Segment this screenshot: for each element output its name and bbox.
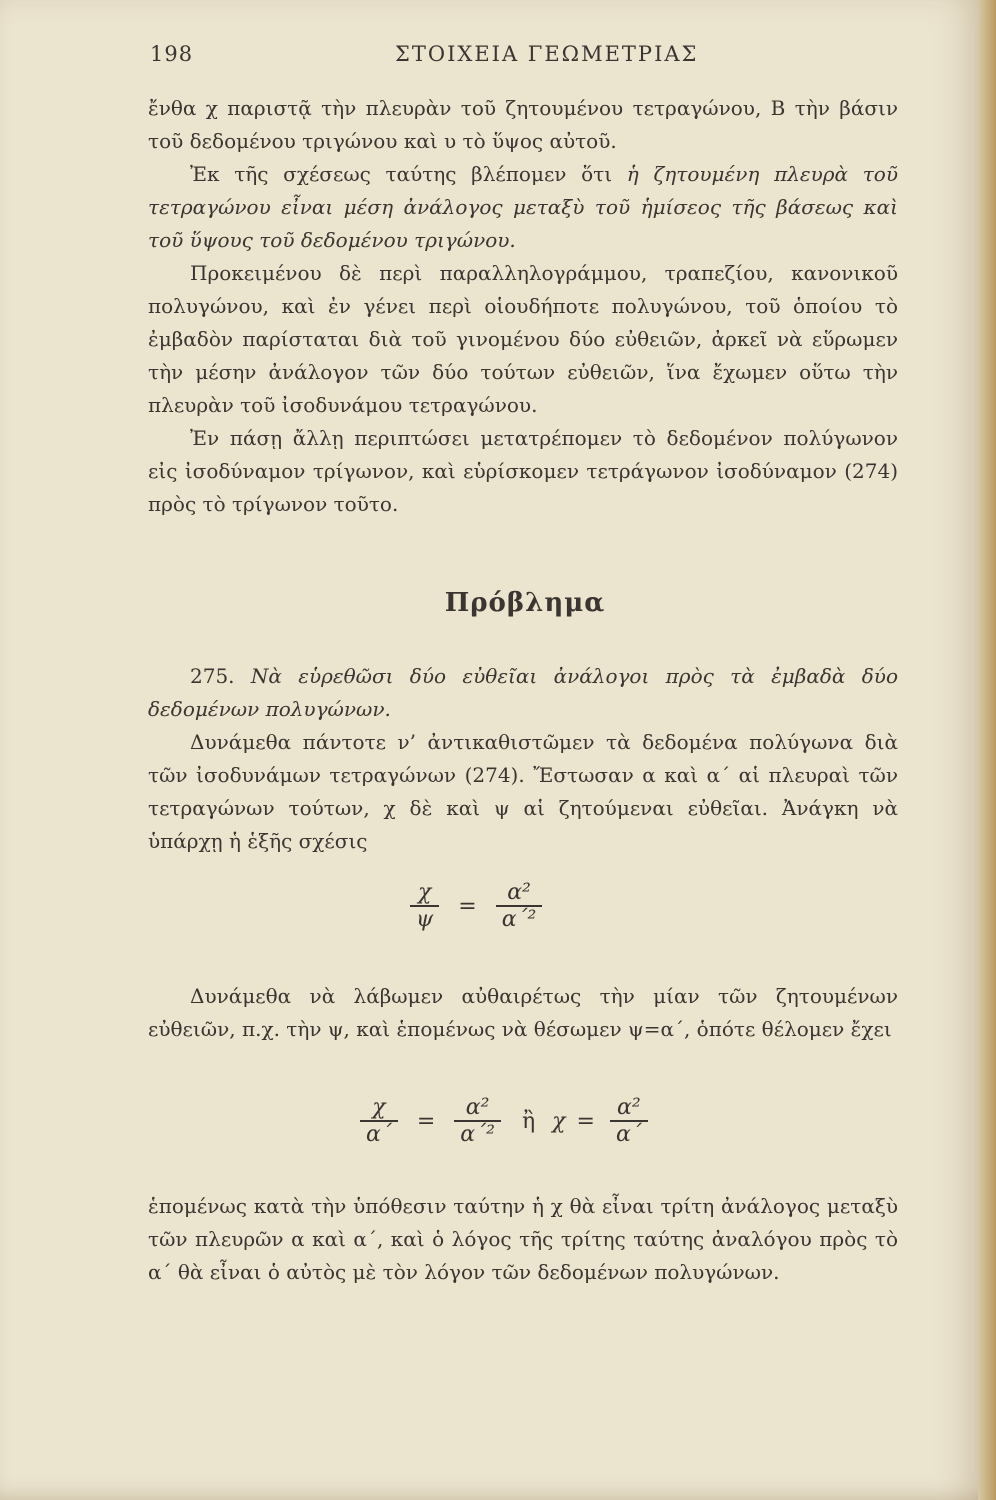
problem-section bbox=[148, 660, 898, 858]
fraction-denominator: α΄ bbox=[615, 1122, 642, 1147]
intro-paragraph-1: ἔνθα χ παριστᾷ τὴν πλευρὰν τοῦ ζητουμένου τετραγώνου, Β τὴν βάσιν τοῦ δεδομένου τριγώνου καὶ υ τὸ ὕψος αὐτοῦ. bbox=[148, 96, 898, 153]
intro-paragraph-2-italic: ἡ ζητουμένη πλευρὰ τοῦ τετραγώνου εἶναι μέση ἀνάλογος μεταξὺ τοῦ ἡμίσεος τῆς βάσεως καὶ τοῦ ὕψους τοῦ δεδομένου τριγώνου. bbox=[148, 162, 899, 252]
x-variable: χ bbox=[552, 1108, 566, 1134]
fraction-denominator: α΄ bbox=[366, 1122, 392, 1147]
equals-sign: = bbox=[416, 1108, 436, 1134]
intro-paragraph-2 bbox=[148, 158, 898, 257]
fraction-x-over-a-prime bbox=[360, 1095, 398, 1147]
or-word: ἢ bbox=[521, 1108, 536, 1134]
fraction-a2-over-a-prime bbox=[610, 1095, 648, 1147]
fraction-numerator: α² bbox=[454, 1095, 501, 1122]
fraction-a2-over-a-prime-2 bbox=[454, 1095, 501, 1147]
problem-paragraph-1: Δυνάμεθα πάντοτε ν’ ἀντικαθιστῶμεν τὰ δεδομένα πολύγωνα διὰ τῶν ἰσοδυνάμων τετραγώνων (274). Ἔστωσαν α καὶ α΄ αἱ πλευραὶ τῶν τετραγώνων τούτων, χ δὲ καὶ ψ αἱ ζητούμεναι εὐθεῖαι. Ἀνάγκη νὰ ὑπάρχῃ ἡ ἑξῆς σχέσις bbox=[148, 730, 898, 853]
running-title: ΣΤΟΙΧΕΙΑ ΓΕΩΜΕΤΡΙΑΣ bbox=[395, 42, 699, 66]
fraction-denominator: α΄² bbox=[501, 907, 537, 932]
page-number: 198 bbox=[150, 42, 194, 66]
fraction-numerator: χ bbox=[360, 1095, 398, 1122]
intro-section bbox=[148, 92, 898, 521]
problem-section-3 bbox=[148, 1190, 898, 1289]
problem-paragraph-2: Δυνάμεθα νὰ λάβωμεν αὐθαιρέτως τὴν μίαν τῶν ζητουμένων εὐθειῶν, π.χ. τὴν ψ, καὶ ἑπομένως νὰ θέσωμεν ψ=α΄, ὁπότε θέλομεν ἔχει bbox=[148, 984, 898, 1041]
intro-paragraph-2-lead: Ἐκ τῆς σχέσεως ταύτης βλέπομεν ὅτι bbox=[190, 162, 613, 186]
equals-sign: = bbox=[576, 1108, 595, 1134]
equals-sign: = bbox=[458, 893, 477, 919]
page-header bbox=[150, 42, 890, 72]
fraction-denominator: α΄² bbox=[460, 1122, 495, 1147]
fraction-numerator: α² bbox=[610, 1095, 648, 1122]
fraction-a2-over-a-prime-2 bbox=[496, 880, 543, 932]
problem-section-2 bbox=[148, 980, 898, 1046]
problem-paragraph-3: ἑπομένως κατὰ τὴν ὑπόθεσιν ταύτην ἡ χ θὰ εἶναι τρίτη ἀνάλογος μεταξὺ τῶν πλευρῶν α καὶ α΄, καὶ ὁ λόγος τῆς τρίτης ταύτης ἀναλόγου πρὸς τὸ α΄ θὰ εἶναι ὁ αὐτὸς μὲ τὸν λόγον τῶν δεδομένων πολυγώνων. bbox=[148, 1194, 898, 1284]
intro-paragraph-3: Προκειμένου δὲ περὶ παραλληλογράμμου, τραπεζίου, κανονικοῦ πολυγώνου, καὶ ἐν γένει περὶ οἱουδήποτε πολυγώνου, τοῦ ὁποίου τὸ ἐμβαδὸν παρίσταται διὰ τοῦ γινομένου δύο εὐθειῶν, ἀρκεῖ νὰ εὕρωμεν τὴν μέσην ἀνάλογον τῶν δύο τούτων εὐθειῶν, ἵνα ἔχωμεν οὕτω τὴν πλευρὰν τοῦ ἰσοδυνάμου τετραγώνου. bbox=[148, 261, 898, 417]
fraction-numerator: α² bbox=[496, 880, 543, 907]
fraction-x-over-psi bbox=[410, 880, 439, 932]
formula-1 bbox=[410, 880, 542, 932]
problem-statement-text: Νὰ εὑρεθῶσι δύο εὐθεῖαι ἀνάλογοι πρὸς τὰ ἐμβαδὰ δύο δεδομένων πολυγώνων. bbox=[148, 664, 899, 721]
problem-statement bbox=[148, 660, 898, 726]
problem-number: 275. bbox=[190, 664, 235, 688]
page-edge bbox=[978, 0, 996, 1500]
fraction-denominator: ψ bbox=[416, 907, 434, 932]
formula-2 bbox=[360, 1095, 648, 1147]
intro-paragraph-4: Ἐν πάσῃ ἄλλῃ περιπτώσει μετατρέπομεν τὸ δεδομένον πολύγωνον εἰς ἰσοδύναμον τρίγωνον, καὶ εὑρίσκομεν τετράγωνον ἰσοδύναμον (274) πρὸς τὸ τρίγωνον τοῦτο. bbox=[148, 426, 898, 516]
fraction-numerator: χ bbox=[410, 880, 439, 907]
problem-heading: Πρόβλημα bbox=[444, 588, 606, 618]
